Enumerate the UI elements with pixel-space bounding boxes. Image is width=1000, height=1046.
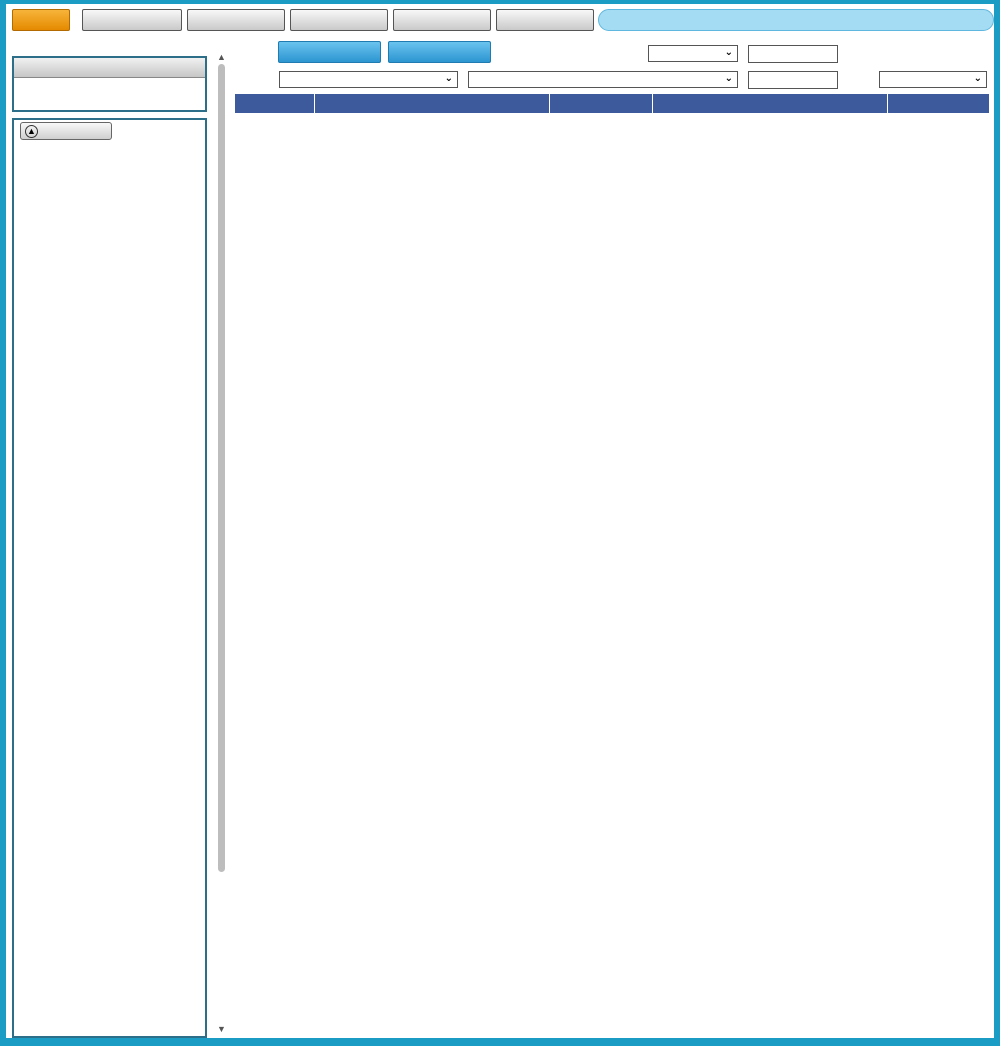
betting-rules-button[interactable] bbox=[496, 9, 594, 31]
arrow-up-icon: ▲ bbox=[25, 125, 38, 138]
messages-button[interactable] bbox=[393, 9, 491, 31]
submit-button[interactable] bbox=[748, 71, 838, 89]
scroll-up-icon[interactable]: ▲ bbox=[217, 52, 226, 62]
scroll-down-icon[interactable]: ▼ bbox=[217, 1024, 226, 1034]
sorting-select[interactable] bbox=[879, 71, 987, 88]
statement-button[interactable] bbox=[290, 9, 388, 31]
date-select[interactable] bbox=[648, 45, 738, 62]
menu-scrollbar[interactable] bbox=[215, 52, 227, 1034]
col-results bbox=[550, 94, 653, 114]
hide-menu-button[interactable] bbox=[20, 122, 112, 140]
betlist-title bbox=[14, 58, 205, 78]
today-button[interactable] bbox=[388, 41, 491, 63]
refresh-button[interactable] bbox=[748, 45, 838, 63]
app-frame bbox=[6, 4, 994, 1038]
account-info-button[interactable] bbox=[82, 9, 182, 31]
sports-menu bbox=[12, 118, 207, 1038]
col-home bbox=[315, 94, 550, 114]
chevron-down-icon: ⌄ bbox=[724, 47, 733, 58]
results-button[interactable] bbox=[12, 9, 70, 31]
scroll-thumb[interactable] bbox=[218, 64, 225, 872]
league-select[interactable] bbox=[468, 71, 738, 88]
col-ht bbox=[888, 94, 990, 114]
chevron-down-icon: ⌄ bbox=[444, 73, 453, 84]
col-away bbox=[653, 94, 888, 114]
results-table bbox=[234, 93, 990, 114]
col-date bbox=[235, 94, 315, 114]
yesterday-button[interactable] bbox=[278, 41, 381, 63]
betlist-panel bbox=[12, 56, 207, 112]
sport-select[interactable] bbox=[279, 71, 458, 88]
chevron-down-icon: ⌄ bbox=[724, 73, 733, 84]
news-ticker bbox=[598, 9, 994, 31]
chevron-down-icon: ⌄ bbox=[973, 73, 982, 84]
top-nav bbox=[12, 9, 988, 33]
table-header-row bbox=[235, 94, 990, 114]
stake-placed-button[interactable] bbox=[187, 9, 285, 31]
